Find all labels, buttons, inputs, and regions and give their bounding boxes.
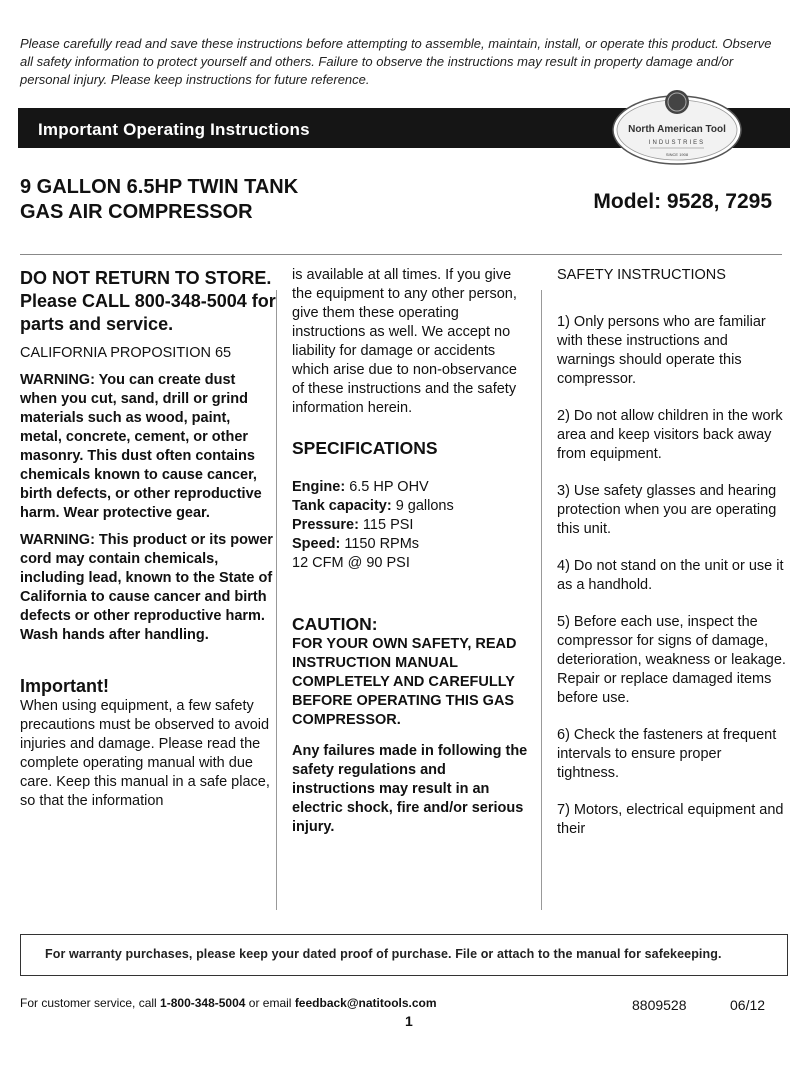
warning-lead: WARNING: This product or its power cord may contain chemicals, including lead, known to the State of California to cause cancer and birth defects or other reproductive harm. Wash hands after handling.	[20, 532, 273, 643]
footer-phone: 1-800-348-5004	[160, 996, 246, 1010]
column-divider	[276, 290, 277, 910]
spec-pressure: Pressure: 115 PSI	[292, 517, 414, 533]
column-left	[20, 266, 276, 811]
safety-item: 1) Only persons who are familiar with these instructions and warnings should operate this compressor.	[557, 314, 766, 387]
spec-engine: Engine: 6.5 HP OHV	[292, 479, 429, 495]
intro-paragraph: Please carefully read and save these instructions before attempting to assemble, maintain, install, or operate this product. Observe all safety information to protect yourself and others. Failure to observe the instructions may result in property damage and/or personal injury. Please keep instructions for future reference.	[20, 36, 772, 87]
document-date: 06/12	[730, 997, 766, 1013]
safety-item: 3) Use safety glasses and hearing protection when you are operating this unit.	[557, 483, 777, 537]
footer-contact: For customer service, call 1-800-348-5004 or email feedback@natitools.com	[20, 996, 437, 1010]
safety-item: 5) Before each use, inspect the compressor for signs of damage, deterioration, weakness or leakage. Repair or replace damaged items before use.	[557, 614, 786, 706]
spec-cfm: 12 CFM @ 90 PSI	[292, 555, 410, 571]
failures-text: Any failures made in following the safety regulations and instructions may result in an electric shock, fire and/or serious injury.	[292, 743, 528, 835]
important-text: When using equipment, a few safety precautions must be observed to avoid injuries and damage. Please read the complete operating manual with due care. Keep this manual in a safe place, so that the information	[20, 698, 270, 809]
document-code: 8809528	[632, 997, 687, 1013]
important-heading: Important!	[20, 676, 109, 696]
safety-item: 2) Do not allow children in the work area and keep visitors back away from equipment.	[557, 408, 783, 462]
safety-item: 6) Check the fasteners at frequent intervals to ensure proper tightness.	[557, 727, 777, 781]
footer-email: feedback@natitools.com	[294, 996, 437, 1010]
warranty-box	[20, 934, 788, 976]
model-number: Model: 9528, 7295	[593, 190, 772, 213]
column-divider	[541, 290, 542, 910]
spec-tank: Tank capacity: 9 gallons	[292, 498, 454, 514]
safety-heading: SAFETY INSTRUCTIONS	[557, 267, 726, 283]
warranty-text: For warranty purchases, please keep your dated proof of purchase. File or attach to the manual for safekeeping.	[45, 947, 722, 961]
column-middle	[292, 266, 532, 837]
product-title: 9 GALLON 6.5HP TWIN TANK GAS AIR COMPRESSOR	[20, 176, 299, 223]
specs-heading: SPECIFICATIONS	[292, 438, 438, 458]
spec-speed: Speed: 1150 RPMs	[292, 536, 420, 552]
column-right	[557, 266, 787, 839]
safety-item: 7) Motors, electrical equipment and their	[557, 802, 784, 837]
warning-dust: WARNING: You can create dust when you cut, sand, drill or grind materials such as wood, paint, metal, concrete, cement, or other masonry. This dust often contains chemicals known to cause cancer, birth defects, or other reproductive harm. Wear protective gear.	[20, 372, 262, 521]
logo-name: North American Tool	[628, 124, 726, 135]
do-not-return-notice: DO NOT RETURN TO STORE. Please CALL 800-348-5004 for parts and service.	[20, 268, 276, 334]
caution-text: FOR YOUR OWN SAFETY, READ INSTRUCTION MANUAL COMPLETELY AND CAREFULLY BEFORE OPERATING THIS GAS COMPRESSOR.	[292, 636, 517, 728]
prop65-heading: CALIFORNIA PROPOSITION 65	[20, 345, 232, 361]
banner-title: Important Operating Instructions	[38, 120, 310, 139]
divider	[20, 254, 782, 255]
company-logo	[612, 90, 742, 166]
continued-text: is available at all times. If you give the equipment to any other person, give them these operating instructions as well. We accept no liability for damage or accidents which arise due to non-observance of these instructions and the safety information herein.	[292, 267, 517, 416]
safety-item: 4) Do not stand on the unit or use it as a handhold.	[557, 558, 784, 593]
logo-sub: INDUSTRIES	[648, 140, 706, 146]
caution-heading: CAUTION:	[292, 614, 378, 634]
logo-since: SINCE 1908	[665, 152, 689, 157]
page-number: 1	[405, 1013, 413, 1029]
